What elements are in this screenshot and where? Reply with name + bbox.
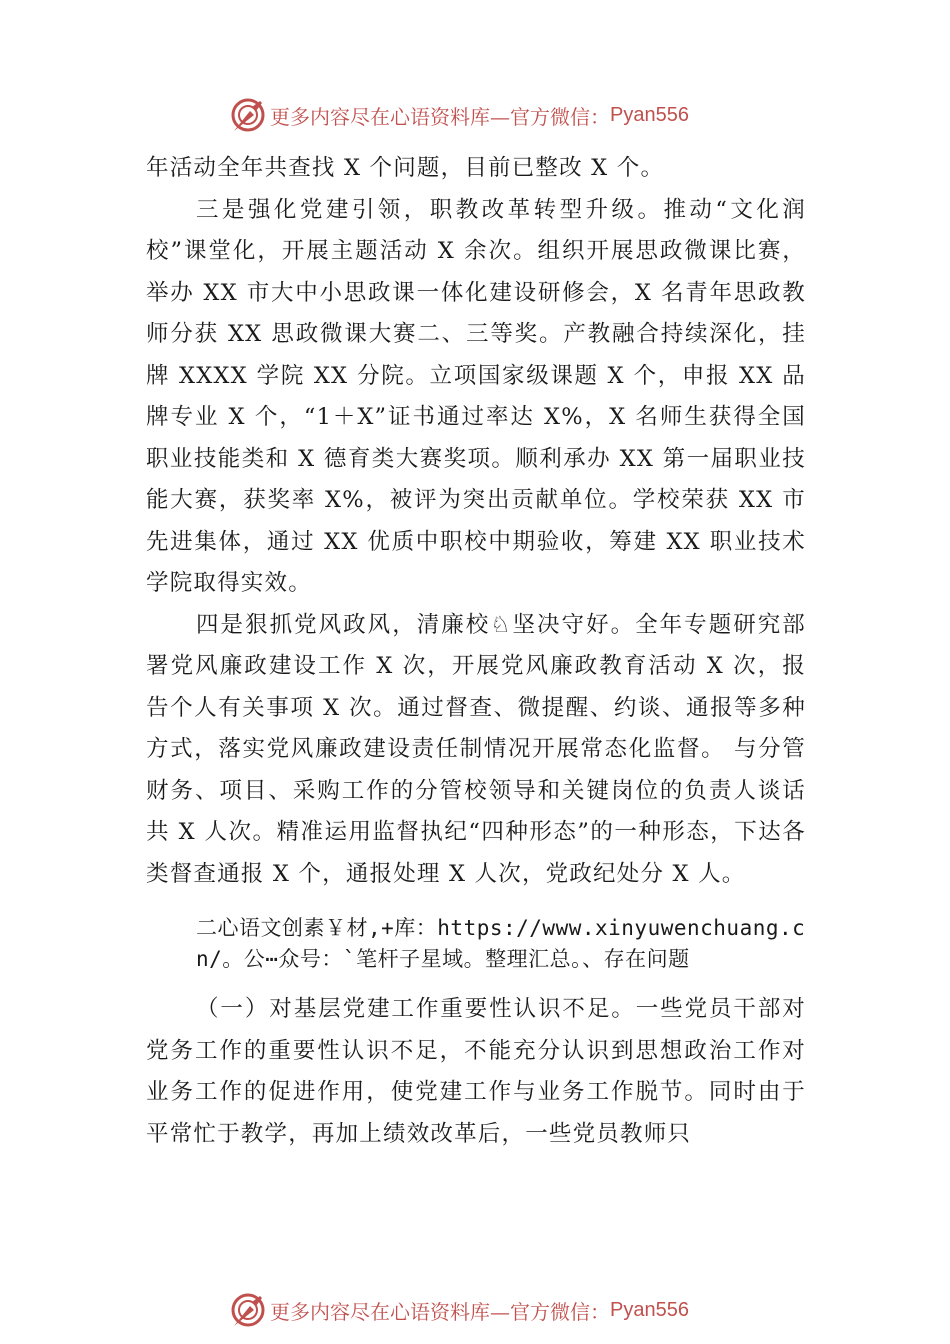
body-paragraph-party-building: 三是强化党建引领，职教改革转型升级。推动“文化润校”课堂化，开展主题活动 X 余次。组织开展思政微课比赛，举办 XX 市大中小思政课一体化建设研修会，X 名青年思政教师分获 XX 思政微课大赛二、三等奖。产教融合持续深化，挂牌 XXXX 学院 XX 分院。立项国家级课题 X 个，申报 XX 品牌专业 X 个，“1＋X”证书通过率达 X%，X 名师生获得全国职业技能类和 X 德育类大赛奖项。顺利承办 XX 第一届职业技能大赛，获奖率 X%，被评为突出贡献单位。学校荣获 XX 市先进集体，通过 XX 优质中职校中期验收，筹建 XX 职业技术学院取得实效。 <box>146 196 806 596</box>
header-watermark-banner <box>230 95 689 135</box>
pen-logo-icon <box>230 1292 266 1328</box>
footer-banner-text: 更多内容尽在心语资料库 <box>270 1299 490 1324</box>
pen-logo-icon <box>230 97 266 133</box>
source-note: 二心语文创素￥材,+库：https://www.xinyuwenchuang.cn/。公⋯众号：`笔杆子星域。整理汇总。、存在问题 <box>196 916 806 971</box>
document-body <box>146 148 806 1155</box>
footer-banner-wechat-id: Pyan556 <box>610 1298 689 1321</box>
footer-banner-contact: —官方微信： <box>490 1299 610 1324</box>
body-paragraph-issues: （一）对基层党建工作重要性认识不足。一些党员干部对党务工作的重要性认识不足，不能充分认识到思想政治工作对业务工作的促进作用，使党建工作与业务工作脱节。同时由于平常忙于教学，再加上绩效改革后，一些党员教师只 <box>146 996 806 1147</box>
header-banner-text: 更多内容尽在心语资料库 <box>270 104 490 129</box>
header-banner-wechat-id: Pyan556 <box>610 103 689 126</box>
body-paragraph-integrity: 四是狠抓党风政风，清廉校♘坚决守好。全年专题研究部署党风廉政建设工作 X 次，开展党风廉政教育活动 X 次，报告个人有关事项 X 次。通过督查、微提醒、约谈、通报等多种方式，落实党风廉政建设责任制情况开展常态化监督。 与分管财务、项目、采购工作的分管校领导和关键岗位的负责人谈话共 X 人次。精准运用监督执纪“四种形态”的一种形态，下达各类督查通报 X 个，通报处理 X 人次，党政纪处分 X 人。 <box>146 611 806 887</box>
header-banner-contact: —官方微信： <box>490 104 610 129</box>
body-paragraph-continued: 年活动全年共查找 X 个问题，目前已整改 X 个。 <box>146 155 665 181</box>
footer-watermark-banner <box>230 1290 689 1330</box>
